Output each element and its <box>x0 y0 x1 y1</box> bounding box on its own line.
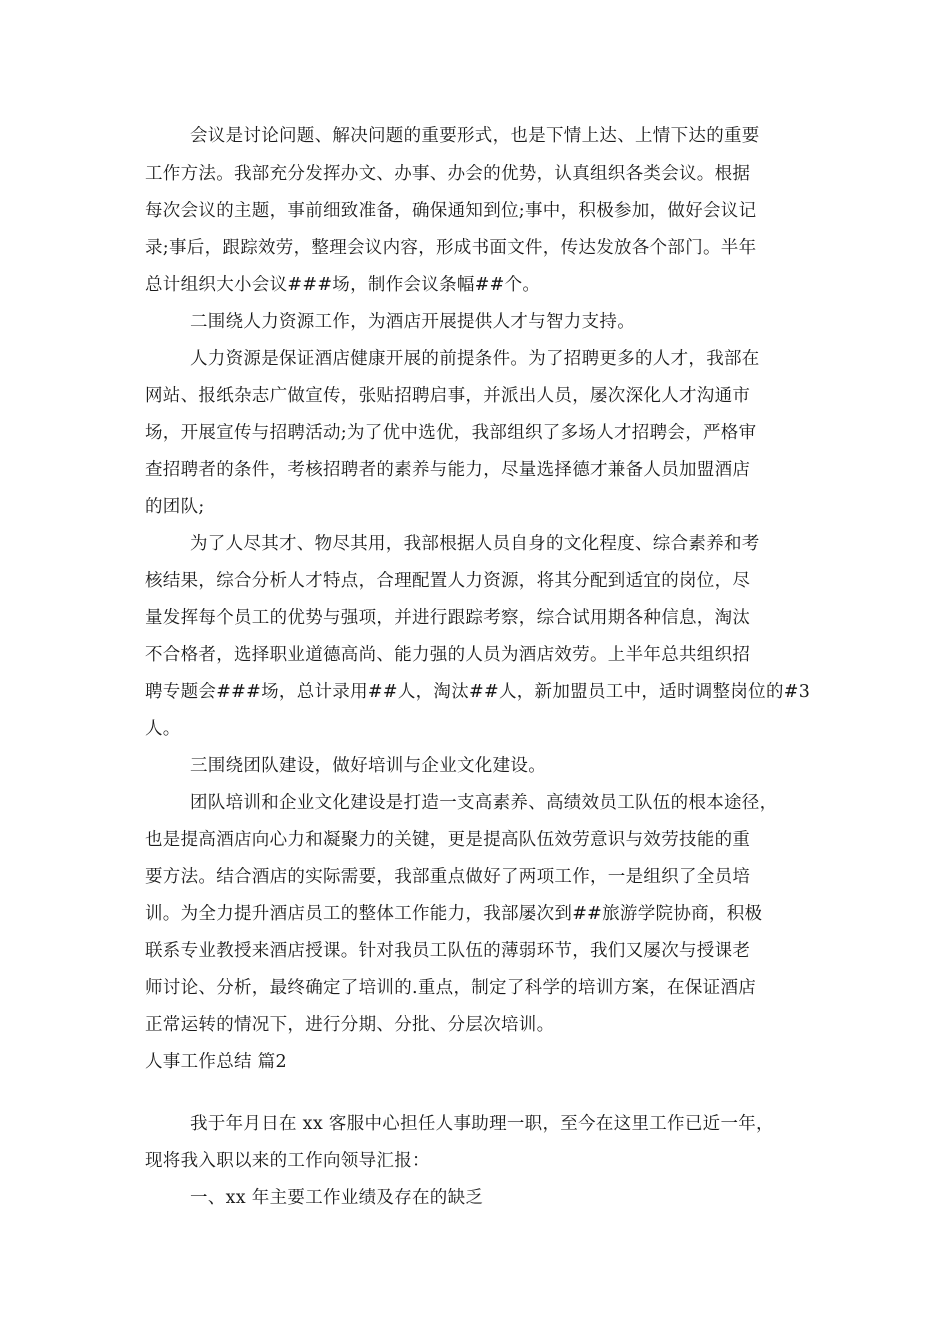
paragraph-line: 每次会议的主题，事前细致准备，确保通知到位;事中，积极参加，做好会议记 <box>145 201 757 221</box>
document-title: 人事工作总结 篇2 <box>145 1052 287 1072</box>
paragraph-line: 核结果，综合分析人才特点，合理配置人力资源，将其分配到适宜的岗位，尽 <box>145 571 751 591</box>
paragraph-line: 人。 <box>145 719 181 739</box>
paragraph-line: 的团队; <box>145 497 205 517</box>
paragraph-line: 我于年月日在 xx 客服中心担任人事助理一职，至今在这里工作已近一年， <box>190 1114 774 1134</box>
paragraph-line: 现将我入职以来的工作向领导汇报： <box>145 1151 430 1171</box>
paragraph-line: 人力资源是保证酒店健康开展的前提条件。为了招聘更多的人才，我部在 <box>190 349 760 369</box>
paragraph-line: 也是提高酒店向心力和凝聚力的关键，更是提高队伍效劳意识与效劳技能的重 <box>145 830 751 850</box>
section-heading: 三围绕团队建设，做好培训与企业文化建设。 <box>190 756 546 776</box>
paragraph-line: 查招聘者的条件，考核招聘者的素养与能力，尽量选择德才兼备人员加盟酒店 <box>145 460 751 480</box>
paragraph-line: 不合格者，选择职业道德高尚、能力强的人员为酒店效劳。上半年总共组织招 <box>145 645 751 665</box>
paragraph-line: 会议是讨论问题、解决问题的重要形式，也是下情上达、上情下达的重要 <box>190 126 760 146</box>
paragraph-line: 量发挥每个员工的优势与强项，并进行跟踪考察，综合试用期各种信息，淘汰 <box>145 608 751 628</box>
paragraph-line: 聘专题会###场，总计录用##人，淘汰##人，新加盟员工中，适时调整岗位的#3 <box>145 682 811 702</box>
paragraph-line: 总计组织大小会议###场，制作会议条幅##个。 <box>145 275 541 295</box>
paragraph-line: 正常运转的情况下，进行分期、分批、分层次培训。 <box>145 1015 555 1035</box>
paragraph-line: 场，开展宣传与招聘活动;为了优中选优，我部组织了多场人才招聘会，严格审 <box>145 423 757 443</box>
paragraph-line: 网站、报纸杂志广做宣传，张贴招聘启事，并派出人员，屡次深化人才沟通市 <box>145 386 751 406</box>
section-heading: 一、xx 年主要工作业绩及存在的缺乏 <box>190 1188 484 1208</box>
paragraph-line: 要方法。结合酒店的实际需要，我部重点做好了两项工作，一是组织了全员培 <box>145 867 751 887</box>
paragraph-line: 为了人尽其才、物尽其用，我部根据人员自身的文化程度、综合素养和考 <box>190 534 760 554</box>
paragraph-line: 工作方法。我部充分发挥办文、办事、办会的优势，认真组织各类会议。根据 <box>145 164 751 184</box>
paragraph-line: 师讨论、分析，最终确定了培训的.重点，制定了科学的培训方案，在保证酒店 <box>145 978 757 998</box>
paragraph-line: 联系专业教授来酒店授课。针对我员工队伍的薄弱环节，我们又屡次与授课老 <box>145 941 751 961</box>
paragraph-line: 团队培训和企业文化建设是打造一支高素养、高绩效员工队伍的根本途径， <box>190 793 778 813</box>
section-heading: 二围绕人力资源工作，为酒店开展提供人才与智力支持。 <box>190 312 635 332</box>
paragraph-line: 录;事后，跟踪效劳，整理会议内容，形成书面文件，传达发放各个部门。半年 <box>145 238 757 258</box>
paragraph-line: 训。为全力提升酒店员工的整体工作能力，我部屡次到##旅游学院协商，积极 <box>145 904 763 924</box>
